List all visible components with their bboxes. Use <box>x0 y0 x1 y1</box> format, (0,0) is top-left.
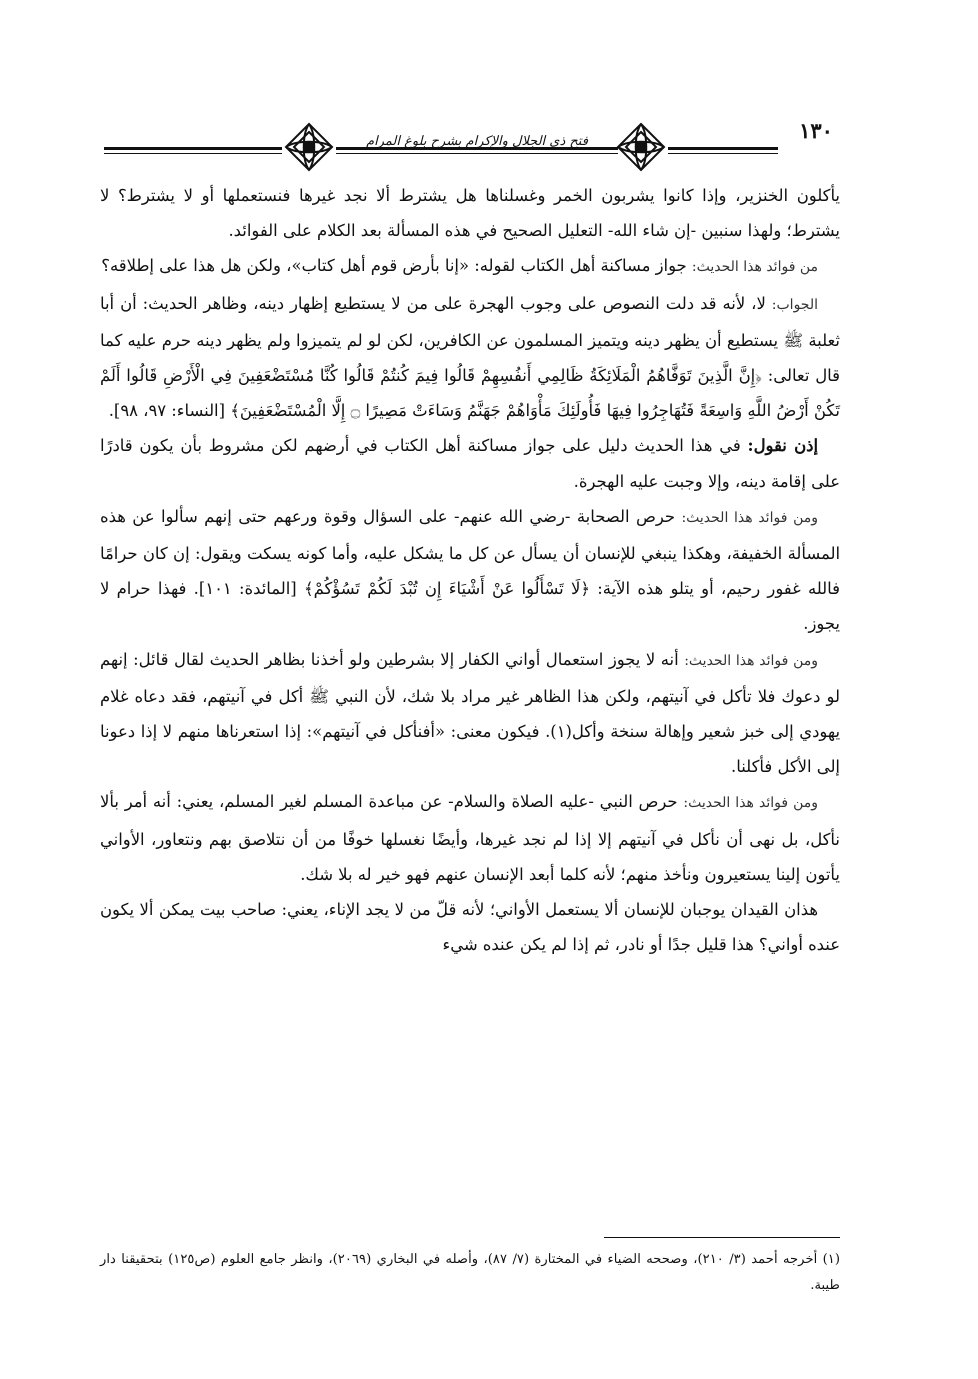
paragraph <box>100 428 840 498</box>
footnote: (١) أخرجه أحمد (٣/ ٢١٠)، وصححه الضياء في المختارة (٧/ ٨٧)، وأصله في البخاري (٢٠٦٩)، وانظر جامع العلوم (ص١٢٥) بتحقيقنا دار طيبة. <box>100 1252 841 1293</box>
paragraph-text: أنه لا يجوز استعمال أواني الكفار إلا بشرطين ولو أخذنا بظاهر الحديث لقال قائل: إنهم لو دعوك فلا تأكل في آنيتهم، ولكن هذا الظاهر غير مراد بلا شك، لأن النبي ﷺ أكل في آنيتهم، فقد دعاه غلام يهودي إلى خبز شعير وإهالة سنخة وأكل(١). فيكون معنى: «أفنأكل في آنيتهم»: إذا استعرناها منهم لا إذا دعونا إلى الأكل فأكلنا. <box>100 649 841 777</box>
footnotes <box>100 1247 840 1299</box>
page-header <box>104 112 856 172</box>
paragraph <box>100 784 840 892</box>
header-rule <box>104 147 282 150</box>
header-rule <box>104 153 282 154</box>
paragraph-lead: ومن فوائد هذا الحديث: <box>683 795 818 812</box>
main-text <box>100 178 840 962</box>
paragraph <box>100 499 840 642</box>
paragraph-text: حرص النبي -عليه الصلاة والسلام- عن مباعدة المسلم لغير المسلم، يعني: أنه أمر بألا نأكل، بل نهى أن نأكل في آنيتهم إلا إذا لم نجد غيرها، وأيضًا نغسلها خوفًا من أن نتلاصق بهم ونتعاور، الأواني يأتون إلينا يستعيرون ونأخذ منهم؛ لأنه كلما أبعد الإنسان عنهم فهو خير له بلا شك. <box>100 792 840 884</box>
footnote-divider <box>604 1237 840 1238</box>
paragraph-text: في هذا الحديث دليل على جواز مساكنة أهل الكتاب في أرضهم لكن مشروط بأن يكون قادرًا على إقامة دينه، وإلا وجبت عليه الهجرة. <box>100 436 840 491</box>
paragraph-lead: إذن نقول: <box>747 436 818 456</box>
paragraph-text: لا، لأنه قد دلت النصوص على وجوب الهجرة على من لا يستطيع إظهار دينه، وظاهر الحديث: أن أبا ثعلبة ﷺ يستطيع أن يظهر دينه ويتميز المسلمون عن الكافرين، لكن لو لم يتميزوا ولم يظهر دينه حرم عليه كما قال تعالى: ﴿إِنَّ الَّذِينَ تَوَفَّاهُمُ الْمَلَائِكَةُ ظَالِمِي أَنفُسِهِمْ قَالُوا فِيمَ كُنتُمْ قَالُوا كُنَّا مُسْتَضْعَفِينَ فِي الْأَرْضِ قَالُوا أَلَمْ تَكُنْ أَرْضُ اللَّهِ وَاسِعَةً فَتُهَاجِرُوا فِيهَا فَأُولَئِكَ مَأْوَاهُمْ جَهَنَّمُ وَسَاءَتْ مَصِيرًا ۝ إِلَّا الْمُسْتَضْعَفِينَ﴾ [النساء: ٩٧، ٩٨]. <box>100 293 840 421</box>
paragraph-lead: ومن فوائد هذا الحديث: <box>681 509 818 526</box>
paragraph-lead: الجواب: <box>771 296 818 313</box>
paragraph-lead: ومن فوائد هذا الحديث: <box>684 652 818 669</box>
page-number: ١٣٠ <box>799 118 833 143</box>
paragraph: هذان القيدان يوجبان للإنسان ألا يستعمل الأواني؛ لأنه قلّ من لا يجد الإناء، يعني: صاحب بيت يمكن ألا يكون عنده أواني؟ هذا قليل جدًا أو نادر، ثم إذا لم يكن عنده شيء <box>100 900 840 955</box>
header-rule <box>668 147 778 150</box>
header-rule <box>668 153 778 154</box>
paragraph-lead: من فوائد هذا الحديث: <box>691 259 818 276</box>
paragraph <box>100 642 840 785</box>
header-rule <box>336 153 618 154</box>
paragraph-text: جواز مساكنة أهل الكتاب لقوله: «إنا بأرض قوم أهل كتاب»، ولكن هل هذا على إطلاقه؟ <box>101 256 692 276</box>
ornament-icon <box>282 120 336 174</box>
paragraph-text: حرص الصحابة -رضي الله عنهم- على السؤال وقوة ورعهم حتى إنهم سألوا عن هذه المسألة الخفيفة، وهكذا ينبغي للإنسان أن يسأل عن كل ما يشكل عليه، وأما كونه يسكت ويقول: إن كان حرامًا فالله غفور رحيم، أو يتلو هذه الآية: ﴿لَا تَسْأَلُوا عَنْ أَشْيَاءَ إِن تُبْدَ لَكُمْ تَسُؤْكُمْ﴾ [المائدة: ١٠١]. فهذا حرام لا يجوز. <box>100 506 840 634</box>
running-title: فتح ذي الجلال والإكرام بشرح بلوغ المرام <box>366 134 588 149</box>
ornament-icon <box>614 120 668 174</box>
paragraph <box>100 248 840 285</box>
paragraph <box>100 286 840 429</box>
paragraph: يأكلون الخنزير، وإذا كانوا يشربون الخمر وغسلناها هل يشترط ألا نجد غيرها فنستعملها أو لا يشترط؟ لا يشترط؛ ولهذا سنبين -إن شاء الله- التعليل الصحيح في هذه المسألة بعد الكلام على الفوائد. <box>100 186 840 241</box>
